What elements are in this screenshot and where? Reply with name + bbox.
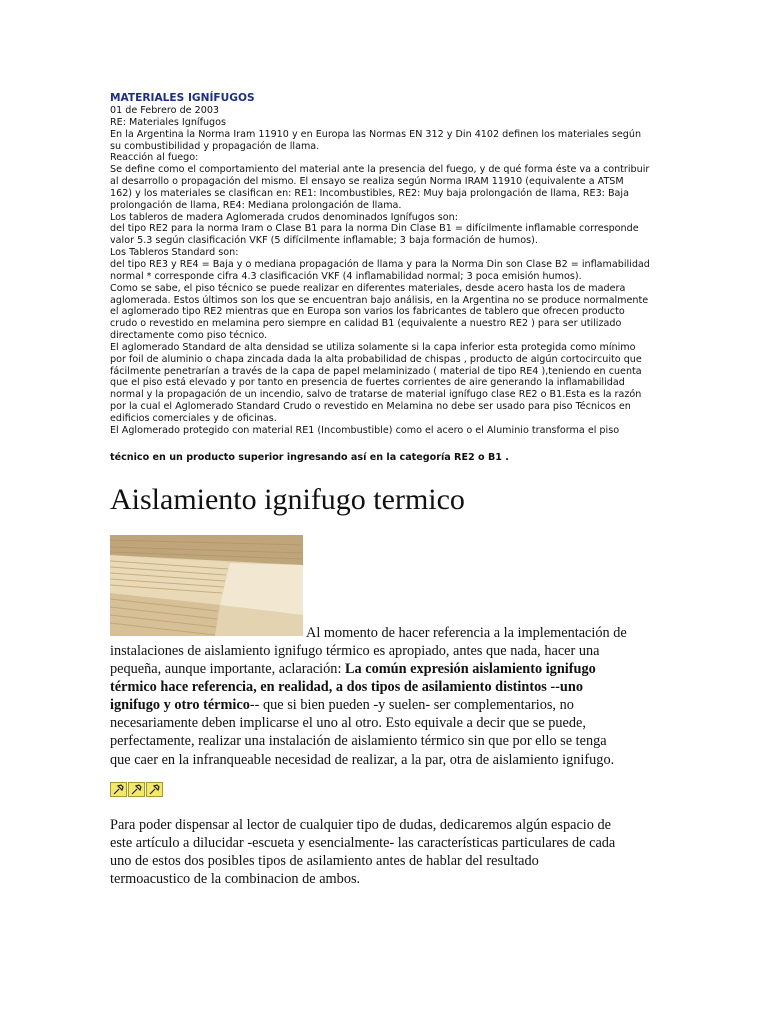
header-line: 01 de Febrero de 2003 [110,105,220,116]
text-line: que caer en la infranqueable necesidad de realizar, a la par, otra de aislamiento ignifugo. [110,751,615,768]
header-line: directamente como piso técnico. [110,330,268,342]
header-line: que el piso está elevado y por tanto en presencia de fuertes corrientes de aire generando la inflamabilidad [110,377,625,389]
header-line: normal * corresponde cifra 4.3 clasificación VKF (4 inflamabilidad normal; 3 poca emisión humos). [110,270,582,282]
header-line: Reacción al fuego: [110,152,199,164]
paragraph-2 [110,816,666,888]
header-line: Se define como el comportamiento del material ante la presencia del fuego, y de qué forma éste va a contribuir [110,164,650,176]
header-line: RE: Materiales Ignífugos [110,116,227,128]
text-line [110,696,666,714]
text-line: necesariamente deben implicarse el uno al otro. Esto equivale a decir que se puede, [110,715,586,732]
text-span: -- que si bien pueden -y suelen- ser complementarios, no [249,697,574,714]
wrench-icon[interactable] [128,782,145,797]
header-line: Como se sabe, el piso técnico se puede realizar en diferentes materiales, desde acero hasta los de madera [110,282,626,294]
header-line: 162) y los materiales se clasifican en: RE1: Incombustibles, RE2: Muy baja prolongación de llama, RE3: Baja [110,187,629,199]
header-body [110,105,662,437]
paragraph-1 [110,642,666,769]
header-bold-line: técnico en un producto superior ingresando así en la categoría RE2 o B1 . [110,452,509,463]
text-line: instalaciones de aislamiento ignifugo térmico es apropiado, antes que nada, hacer una [110,643,600,659]
header-line: Los Tableros Standard son: [110,247,239,259]
header-line: prolongación de llama, RE4: Mediana prolongación de llama. [110,199,402,211]
header-line: el aglomerado tipo RE2 mientras que en Europa son varios los fabricantes de tablero que ofrecen producto [110,306,625,318]
header-line: por la cual el Aglomerado Standard Crudo o revestido en Melamina no debe ser usado para piso Técnicos en [110,401,631,413]
header-line: por foil de aluminio o chapa zincada dada la alta probabilidad de chispas , producto de algún cortocircuito que [110,353,642,365]
header-line: crudo o revestido en melamina pero siempre en calidad B1 (equivalente a nuestro RE2 ) para ser utilizado [110,318,622,330]
text-line: Para poder dispensar al lector de cualquier tipo de dudas, dedicaremos algún espacio de [110,817,611,833]
header-line: edificios comerciales y de oficinas. [110,412,277,424]
header-line: El aglomerado Standard de alta densidad se utiliza solamente si la capa inferior esta protegida como mínimo [110,341,636,353]
text-span: pequeña, aunque importante, aclaración: [110,661,345,678]
header-line: su combustibilidad y propagación de llama. [110,140,320,152]
wrench-icon[interactable] [110,782,127,797]
header-line: En la Argentina la Norma Iram 11910 y en Europa las Normas EN 312 y Din 4102 definen los materiales según [110,128,642,140]
insulation-photo [110,535,303,636]
header-line: del tipo RE3 y RE4 = Baja y o mediana propagación de llama y para la Norma Din son Clase B2 = inflamabilidad [110,258,650,270]
article-heading: Aislamiento ignifugo termico [110,483,465,516]
header-line: fácilmente penetrarían a través de la capa de papel melaminizado ( material de tipo RE4 ),teniendo en cuenta [110,365,642,377]
header-line: del tipo RE2 para la norma Iram o Clase B1 para la norma Din Clase B1 = difícilmente inflamable corresponde [110,223,639,235]
text-line: termoacustico de la combinacion de ambos. [110,871,361,888]
header-line: El Aglomerado protegido con material RE1 (Incombustible) como el acero o el Aluminio transforma el piso [110,424,620,436]
article-header [110,92,662,437]
bold-text: ignifugo y otro térmico [110,697,250,714]
header-line: valor 5.3 según clasificación VKF (5 difícilmente inflamable; 3 baja formación de humos). [110,235,538,247]
text-line: uno de estos dos posibles tipos de asilamiento antes de hablar del resultado [110,853,539,870]
header-line: al desarrollo o propagación del mismo. El ensayo se realiza según Norma IRAM 11910 (equivalente a ATSM [110,176,624,188]
text-line: perfectamente, realizar una instalación de aislamiento térmico sin que por ello se tenga [110,733,607,750]
text-line [110,678,666,696]
bold-text: La común expresión aislamiento ignifugo [345,661,596,678]
header-line: aglomerada. Estos últimos son los que se encuentran bajo análisis, en la Argentina no se produce normalmente [110,294,649,306]
bold-text: térmico hace referencia, en realidad, a dos tipos de asilamiento distintos --uno [110,679,583,696]
header-title: MATERIALES IGNÍFUGOS [110,92,255,104]
header-line: Los tableros de madera Aglomerada crudos denominados Ignífugos son: [110,211,458,223]
wrench-icon[interactable] [146,782,163,797]
text-line: este artículo a dilucidar -escueta y esencialmente- las características particulares de cada [110,835,616,852]
paragraph-1-first-line: Al momento de hacer referencia a la implementación de [306,625,627,641]
text-line [110,660,666,678]
header-line: normal y la propagación de un incendio, salvo de tratarse de material ignífugo clase RE2 o B1.Esta es la razón [110,389,642,401]
icon-row [110,782,163,797]
